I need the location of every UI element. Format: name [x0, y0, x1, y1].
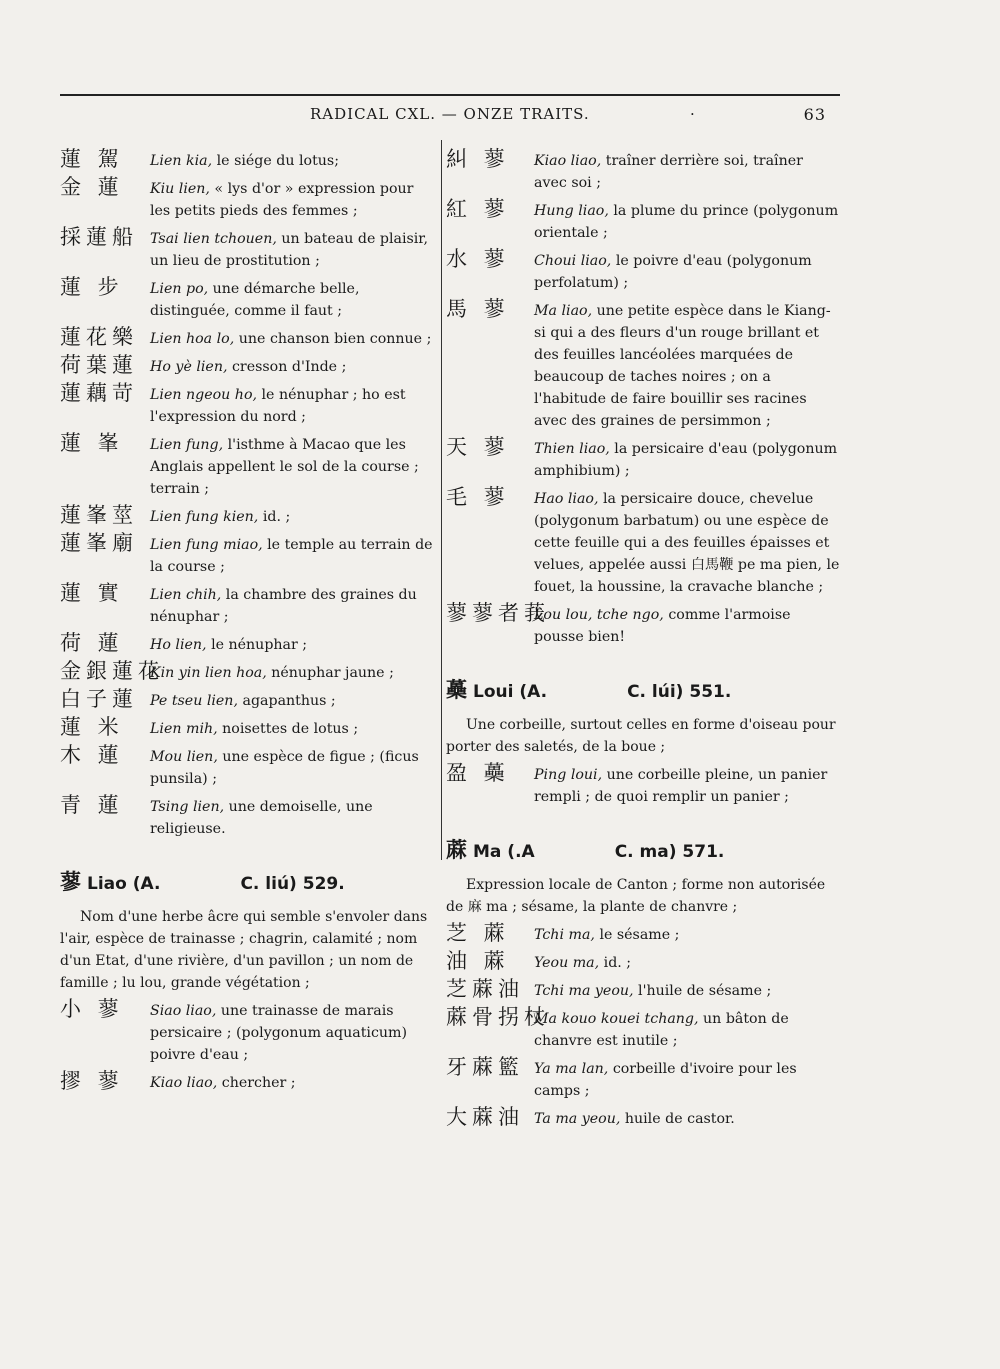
- entry-romanization: Choui liao,: [534, 253, 612, 269]
- header-dot: ·: [690, 105, 696, 123]
- entry-romanization: Lien fung,: [150, 437, 224, 453]
- entry-hanzi: 青 蓮: [60, 793, 124, 817]
- entry-hanzi: 金銀蓮花: [60, 659, 164, 683]
- entry-romanization: Ma kouo kouei tchang,: [534, 1011, 699, 1027]
- dictionary-entry: [446, 435, 840, 482]
- entry-definition: agapanthus ;: [242, 693, 336, 709]
- entry-hanzi: 小 蓼: [60, 997, 124, 1021]
- dictionary-entry: [60, 659, 438, 684]
- entry-hanzi: 天 蓼: [446, 435, 510, 459]
- entry-definition: le nénuphar ; ho est l'expression du nord ;: [150, 387, 406, 425]
- entry-definition: nénuphar jaune ;: [271, 665, 394, 681]
- section-heading-loui: [446, 674, 840, 704]
- section-heading-ma: [446, 834, 840, 864]
- entry-romanization: Lien po,: [150, 281, 209, 297]
- entry-hanzi: 芝 蔴: [446, 921, 510, 945]
- dictionary-entry: [60, 687, 438, 712]
- heading-character: 蓼: [60, 870, 81, 894]
- entry-hanzi: 毛 蓼: [446, 485, 510, 509]
- dictionary-entry: [446, 1055, 840, 1102]
- entry-romanization: Siao liao,: [150, 1003, 217, 1019]
- entry-definition: le poivre d'eau (polygonum perfolatum) ;: [534, 253, 812, 291]
- entry-hanzi: 摎 蓼: [60, 1069, 124, 1093]
- entry-romanization: Tchi ma,: [534, 927, 595, 943]
- entry-definition: une corbeille pleine, un panier rempli ; de quoi remplir un panier ;: [534, 767, 828, 805]
- entry-definition: une espèce de figue ; (ficus punsila) ;: [150, 749, 419, 787]
- entry-definition: une petite espèce dans le Kiang-si qui a des fleurs d'un rouge brillant et des feuilles lancéolées marquées de beaucoup de taches noires ; on a l'habitude de faire bouillir ses racines avec des graines de persimmon ;: [534, 303, 831, 429]
- entry-romanization: Yeou ma,: [534, 955, 600, 971]
- dictionary-entry: [446, 147, 840, 194]
- heading-code: C. lúi) 551.: [627, 682, 732, 702]
- dictionary-entry: [446, 921, 840, 946]
- dictionary-entry: [446, 977, 840, 1002]
- column-divider: [441, 140, 442, 860]
- dictionary-entry: [60, 631, 438, 656]
- heading-word: Liao (A.: [87, 874, 161, 894]
- entry-romanization: Ping loui,: [534, 767, 603, 783]
- entry-hanzi: 馬 蓼: [446, 297, 510, 321]
- entry-hanzi: 蓮藕苛: [60, 381, 138, 405]
- entry-romanization: Thien liao,: [534, 441, 610, 457]
- dictionary-entry: [446, 1105, 840, 1130]
- dictionary-entry: [60, 997, 438, 1066]
- dictionary-entry: [60, 175, 438, 222]
- entry-definition: traîner derrière soi, traîner avec soi ;: [534, 153, 803, 191]
- ma-entry-list: [446, 921, 840, 1130]
- entry-definition: l'isthme à Macao que les Anglais appellent le sol de la course ; terrain ;: [150, 437, 419, 497]
- entry-definition: huile de castor.: [624, 1111, 735, 1127]
- entry-hanzi: 蓼蓼者莪: [446, 601, 550, 625]
- heading-word: Loui (A.: [473, 682, 548, 702]
- entry-definition: id. ;: [262, 509, 291, 525]
- entry-definition: une chanson bien connue ;: [238, 331, 432, 347]
- entry-definition: noisettes de lotus ;: [222, 721, 359, 737]
- entry-hanzi: 水 蓼: [446, 247, 510, 271]
- entry-romanization: Lien mih,: [150, 721, 218, 737]
- entry-hanzi: 蔴骨拐杖: [446, 1005, 550, 1029]
- entry-hanzi: 蓮 實: [60, 581, 124, 605]
- dictionary-entry: [446, 601, 840, 648]
- entry-romanization: Ho lien,: [150, 637, 207, 653]
- dictionary-entry: [60, 275, 438, 322]
- entry-hanzi: 蓮 駕: [60, 147, 124, 171]
- entry-romanization: Ya ma lan,: [534, 1061, 609, 1077]
- liao-entry-list: [60, 997, 438, 1094]
- dictionary-entry: [60, 793, 438, 840]
- entry-definition: l'huile de sésame ;: [638, 983, 772, 999]
- left-entry-list: [60, 147, 438, 840]
- entry-hanzi: 蓮 米: [60, 715, 124, 739]
- entry-hanzi: 芝蔴油: [446, 977, 524, 1001]
- entry-romanization: Lou lou, tche ngo,: [534, 607, 664, 623]
- entry-romanization: Ma liao,: [534, 303, 593, 319]
- entry-romanization: Lien kia,: [150, 153, 213, 169]
- entry-hanzi: 大蔴油: [446, 1105, 524, 1129]
- entry-hanzi: 荷 蓮: [60, 631, 124, 655]
- entry-hanzi: 蓮花樂: [60, 325, 138, 349]
- entry-hanzi: 蓮峯莖: [60, 503, 138, 527]
- definition-ma: Expression locale de Canton ; forme non autorisée de 麻 ma ; sésame, la plante de chanvre ;: [446, 877, 826, 915]
- heading-word: Ma (.A: [473, 842, 535, 862]
- entry-hanzi: 牙蔴籃: [446, 1055, 524, 1079]
- entry-definition: le siége du lotus;: [216, 153, 339, 169]
- definition-liao: Nom d'une herbe âcre qui semble s'envoler dans l'air, espèce de trainasse ; chagrin, calamité ; nom d'un Etat, d'une rivière, d'un pavillon ; un nom de famille ; lu lou, grande végétation ;: [60, 909, 428, 991]
- entry-romanization: Kiu lien,: [150, 181, 210, 197]
- dictionary-entry: [446, 485, 840, 598]
- entry-romanization: Lien fung miao,: [150, 537, 263, 553]
- entry-hanzi: 蓮 峯: [60, 431, 124, 455]
- entry-definition: id. ;: [603, 955, 632, 971]
- entry-definition: le sésame ;: [599, 927, 680, 943]
- dictionary-entry: [60, 381, 438, 428]
- right-entry-list: [446, 147, 840, 648]
- dictionary-entry: [446, 197, 840, 244]
- entry-romanization: Pe tseu lien,: [150, 693, 238, 709]
- entry-hanzi: 金 蓮: [60, 175, 124, 199]
- header-rule: [60, 94, 840, 96]
- entry-romanization: Hung liao,: [534, 203, 609, 219]
- entry-hanzi: 荷葉蓮: [60, 353, 138, 377]
- entry-romanization: Hao liao,: [534, 491, 599, 507]
- entry-romanization: Lien ngeou ho,: [150, 387, 257, 403]
- entry-definition: corbeille d'ivoire pour les camps ;: [534, 1061, 797, 1099]
- entry-romanization: Lien hoa lo,: [150, 331, 235, 347]
- entry-hanzi: 蓮 步: [60, 275, 124, 299]
- entry-romanization: Mou lien,: [150, 749, 218, 765]
- entry-definition: « lys d'or » expression pour les petits pieds des femmes ;: [150, 181, 414, 219]
- definition-loui: Une corbeille, surtout celles en forme d'oiseau pour porter des saletés, de la boue ;: [446, 717, 836, 755]
- entry-definition: un bâton de chanvre est inutile ;: [534, 1011, 789, 1049]
- entry-hanzi: 蓮峯廟: [60, 531, 138, 555]
- entry-romanization: Kiao liao,: [150, 1075, 218, 1091]
- entry-hanzi: 糾 蓼: [446, 147, 510, 171]
- entry-hanzi: 盈 蘽: [446, 761, 510, 785]
- entry-romanization: Tsai lien tchouen,: [150, 231, 277, 247]
- entry-hanzi: 紅 蓼: [446, 197, 510, 221]
- heading-code: C. ma) 571.: [614, 842, 725, 862]
- page-number: 63: [803, 105, 826, 124]
- entry-definition: une demoiselle, une religieuse.: [150, 799, 373, 837]
- entry-romanization: Tsing lien,: [150, 799, 225, 815]
- entry-definition: la plume du prince (polygonum orientale ;: [534, 203, 839, 241]
- entry-hanzi: 採蓮船: [60, 225, 138, 249]
- dictionary-entry: [60, 325, 438, 350]
- loui-entry-list: [446, 761, 840, 808]
- entry-definition: le nénuphar ;: [211, 637, 308, 653]
- dictionary-entry: [446, 247, 840, 294]
- entry-hanzi: 白子蓮: [60, 687, 138, 711]
- entry-definition: un bateau de plaisir, un lieu de prostitution ;: [150, 231, 429, 269]
- section-heading-liao: [60, 866, 438, 896]
- entry-definition: le temple au terrain de la course ;: [150, 537, 433, 575]
- dictionary-entry: [60, 225, 438, 272]
- dictionary-entry: [60, 353, 438, 378]
- entry-definition: la persicaire douce, chevelue (polygonum barbatum) ou une espèce de cette feuille qui a des feuilles épaisses et velues, appelée aussi 白馬鞭 pe ma pien, le fouet, la houssine, la cravache blanche ;: [534, 491, 840, 595]
- entry-definition: une trainasse de marais persicaire ; (polygonum aquaticum) poivre d'eau ;: [150, 1003, 408, 1063]
- dictionary-entry: [60, 743, 438, 790]
- dictionary-entry: [60, 503, 438, 528]
- dictionary-entry: [60, 581, 438, 628]
- entry-definition: cresson d'Inde ;: [231, 359, 347, 375]
- page-header: [60, 105, 840, 129]
- right-column: [446, 147, 840, 1136]
- dictionary-entry: [446, 949, 840, 974]
- entry-hanzi: 油 蔴: [446, 949, 510, 973]
- entry-romanization: Kiao liao,: [534, 153, 602, 169]
- entry-romanization: Ta ma yeou,: [534, 1111, 621, 1127]
- dictionary-entry: [60, 1069, 438, 1094]
- heading-character: 蘽: [446, 678, 467, 702]
- heading-character: 蔴: [446, 838, 467, 862]
- entry-definition: la chambre des graines du nénuphar ;: [150, 587, 417, 625]
- entry-romanization: Lien chih,: [150, 587, 222, 603]
- heading-code: C. liú) 529.: [240, 874, 345, 894]
- entry-romanization: Kin yin lien hoa,: [150, 665, 267, 681]
- entry-romanization: Tchi ma yeou,: [534, 983, 634, 999]
- entry-romanization: Ho yè lien,: [150, 359, 228, 375]
- entry-definition: la persicaire d'eau (polygonum amphibium) ;: [534, 441, 838, 479]
- dictionary-entry: [60, 531, 438, 578]
- dictionary-entry: [446, 1005, 840, 1052]
- entry-hanzi: 木 蓮: [60, 743, 124, 767]
- entry-definition: une démarche belle, distinguée, comme il faut ;: [150, 281, 360, 319]
- entry-romanization: Lien fung kien,: [150, 509, 259, 525]
- dictionary-entry: [446, 761, 840, 808]
- dictionary-entry: [446, 297, 840, 432]
- dictionary-entry: [60, 715, 438, 740]
- running-title: RADICAL CXL. — ONZE TRAITS.: [310, 105, 590, 123]
- dictionary-entry: [60, 147, 438, 172]
- dictionary-entry: [60, 431, 438, 500]
- entry-definition: chercher ;: [221, 1075, 296, 1091]
- entry-definition: comme l'armoise pousse bien!: [534, 607, 791, 645]
- left-column: [60, 147, 438, 1100]
